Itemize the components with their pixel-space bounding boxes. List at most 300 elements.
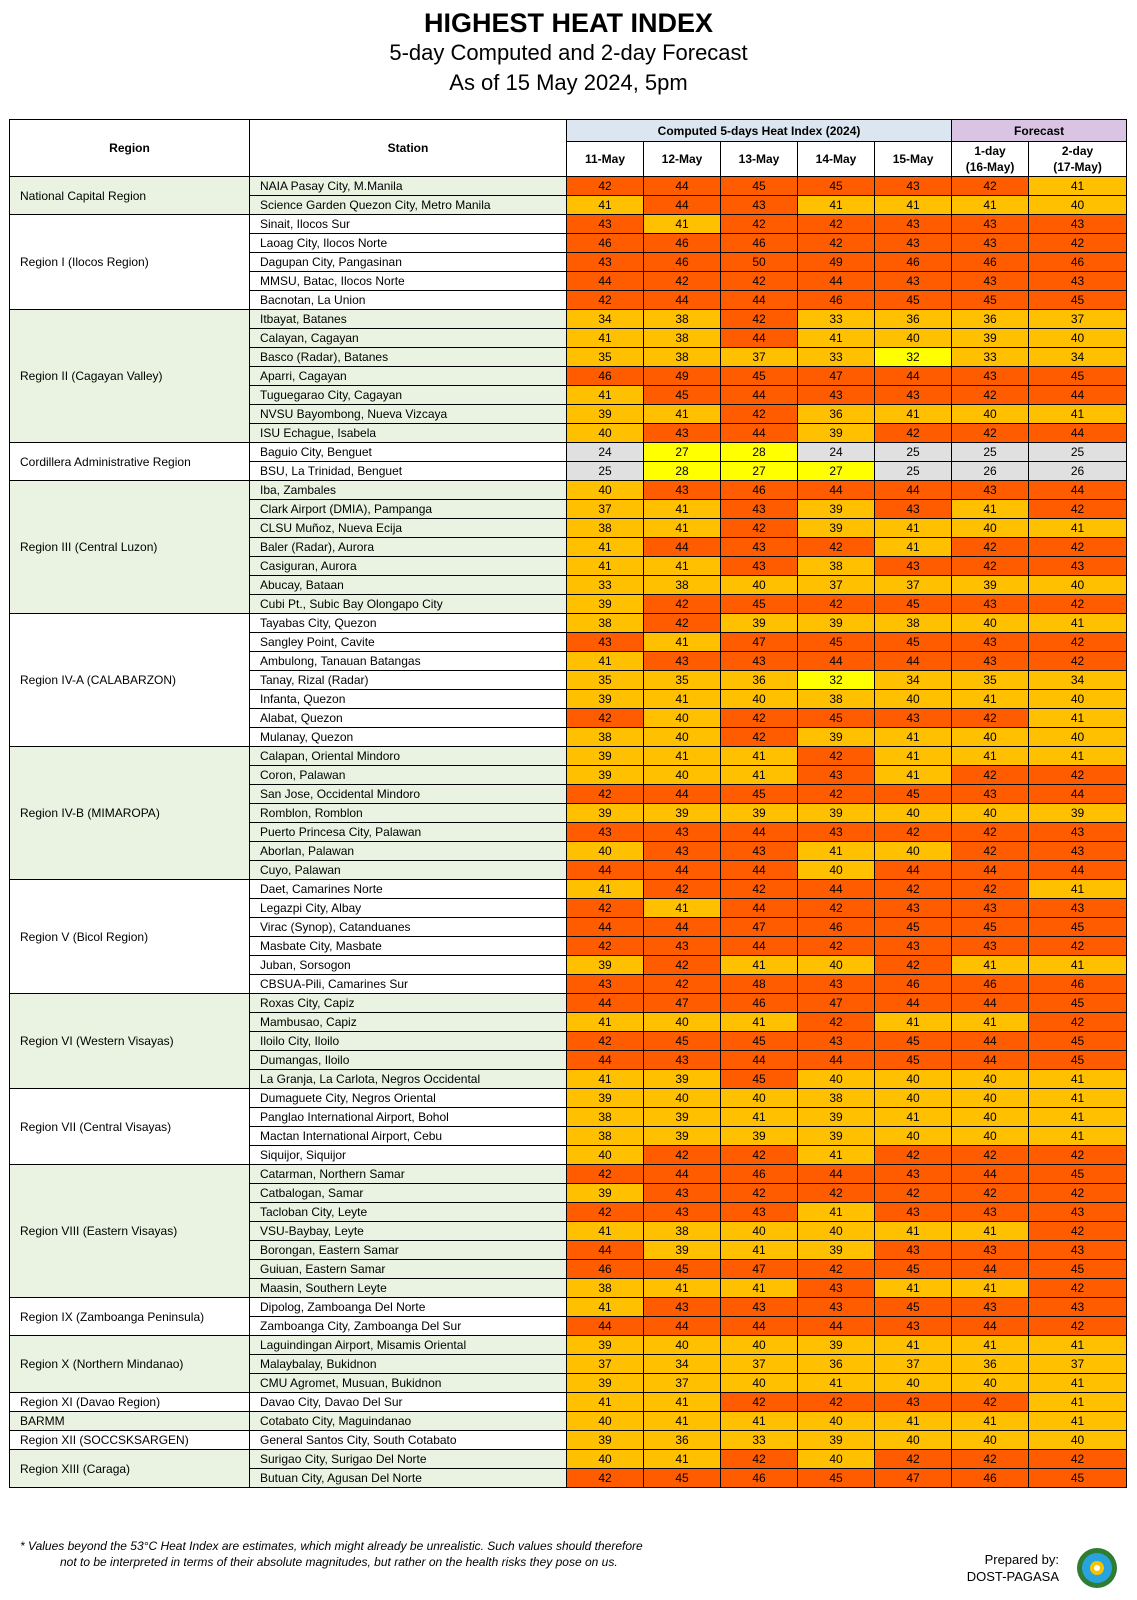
heat-index-value: 40 (1029, 329, 1127, 348)
heat-index-value: 42 (875, 1450, 952, 1469)
table-row (10, 310, 1127, 329)
table-row (10, 1412, 1127, 1431)
heat-index-value: 42 (644, 1146, 721, 1165)
heat-index-value: 43 (952, 1298, 1029, 1317)
heat-index-value: 41 (952, 1336, 1029, 1355)
heat-index-value: 28 (644, 462, 721, 481)
heat-index-value: 43 (721, 538, 798, 557)
heat-index-value: 45 (1029, 1469, 1127, 1488)
heat-index-value: 42 (952, 842, 1029, 861)
station-cell: CLSU Muñoz, Nueva Ecija (250, 519, 567, 538)
heat-index-value: 44 (721, 899, 798, 918)
heat-index-value: 43 (644, 823, 721, 842)
heat-index-value: 47 (798, 994, 875, 1013)
station-cell: Malaybalay, Bukidnon (250, 1355, 567, 1374)
heat-index-value: 43 (875, 899, 952, 918)
heat-index-value: 46 (721, 994, 798, 1013)
station-cell: Davao City, Davao Del Sur (250, 1393, 567, 1412)
prepared-by-label: Prepared by: (984, 1552, 1059, 1567)
heat-index-value: 44 (567, 272, 644, 291)
heat-index-value: 42 (567, 177, 644, 196)
heat-index-value: 40 (644, 709, 721, 728)
station-cell: Dagupan City, Pangasinan (250, 253, 567, 272)
heat-index-value: 41 (1029, 177, 1127, 196)
heat-index-value: 47 (644, 994, 721, 1013)
heat-index-value: 40 (952, 1089, 1029, 1108)
heat-index-value: 42 (1029, 1146, 1127, 1165)
footnote (20, 1538, 643, 1570)
heat-index-value: 39 (952, 329, 1029, 348)
heat-index-value: 47 (721, 1260, 798, 1279)
heat-index-value: 26 (1029, 462, 1127, 481)
heat-index-value: 40 (567, 424, 644, 443)
heat-index-value: 46 (721, 1469, 798, 1488)
heat-index-value: 43 (1029, 557, 1127, 576)
region-cell: Region II (Cagayan Valley) (10, 310, 250, 443)
heat-index-value: 28 (721, 443, 798, 462)
heat-index-value: 41 (1029, 1070, 1127, 1089)
heat-index-value: 42 (567, 1469, 644, 1488)
region-cell: Region IV-B (MIMAROPA) (10, 747, 250, 880)
heat-index-value: 44 (644, 785, 721, 804)
heat-index-value: 39 (644, 1108, 721, 1127)
station-cell: Laoag City, Ilocos Norte (250, 234, 567, 253)
heat-index-value: 43 (1029, 1203, 1127, 1222)
station-cell: Dumangas, Iloilo (250, 1051, 567, 1070)
forecast-day-header (1029, 142, 1127, 177)
table-row (10, 443, 1127, 462)
heat-index-value: 43 (952, 272, 1029, 291)
heat-index-value: 41 (567, 557, 644, 576)
heat-index-value: 46 (952, 253, 1029, 272)
table-row (10, 1298, 1127, 1317)
heat-index-value: 45 (721, 785, 798, 804)
heat-index-value: 41 (1029, 1127, 1127, 1146)
heat-index-value: 45 (875, 785, 952, 804)
station-cell: CBSUA-Pili, Camarines Sur (250, 975, 567, 994)
heat-index-value: 46 (1029, 975, 1127, 994)
heat-index-value: 41 (721, 1279, 798, 1298)
heat-index-value: 40 (875, 1127, 952, 1146)
station-cell: Mulanay, Quezon (250, 728, 567, 747)
station-cell: Cuyo, Palawan (250, 861, 567, 880)
heat-index-value: 42 (952, 709, 1029, 728)
heat-index-value: 43 (952, 367, 1029, 386)
station-cell: Iba, Zambales (250, 481, 567, 500)
heat-index-value: 46 (875, 253, 952, 272)
region-cell: Cordillera Administrative Region (10, 443, 250, 481)
heat-index-value: 42 (644, 975, 721, 994)
station-cell: Tuguegarao City, Cagayan (250, 386, 567, 405)
heat-index-value: 42 (721, 519, 798, 538)
heat-index-value: 41 (567, 1222, 644, 1241)
table-row (10, 1089, 1127, 1108)
heat-index-value: 38 (798, 690, 875, 709)
heat-index-value: 41 (567, 880, 644, 899)
heat-index-value: 41 (644, 405, 721, 424)
heat-index-value: 42 (798, 1260, 875, 1279)
heat-index-value: 42 (644, 880, 721, 899)
heat-index-value: 44 (1029, 481, 1127, 500)
heat-index-value: 46 (952, 1469, 1029, 1488)
heat-index-value: 41 (644, 1412, 721, 1431)
agency-name: DOST-PAGASA (966, 1569, 1059, 1584)
heat-index-value: 43 (567, 253, 644, 272)
heat-index-value: 43 (721, 557, 798, 576)
heat-index-value: 44 (798, 272, 875, 291)
heat-index-value: 39 (567, 1336, 644, 1355)
heat-index-value: 41 (567, 538, 644, 557)
heat-index-value: 41 (721, 747, 798, 766)
table-row (10, 747, 1127, 766)
heat-index-value: 44 (644, 538, 721, 557)
heat-index-value: 41 (567, 652, 644, 671)
heat-index-value: 43 (721, 842, 798, 861)
heat-index-value: 44 (952, 861, 1029, 880)
station-cell: Casiguran, Aurora (250, 557, 567, 576)
forecast-day-date: (16-May) (965, 160, 1015, 174)
heat-index-value: 42 (798, 215, 875, 234)
heat-index-value: 41 (567, 386, 644, 405)
heat-index-value: 42 (721, 405, 798, 424)
heat-index-value: 36 (952, 310, 1029, 329)
heat-index-value: 41 (567, 196, 644, 215)
heat-index-value: 47 (875, 1469, 952, 1488)
heat-index-value: 42 (875, 956, 952, 975)
heat-index-value: 42 (644, 595, 721, 614)
heat-index-value: 43 (721, 196, 798, 215)
table-row (10, 1336, 1127, 1355)
heat-index-value: 47 (798, 367, 875, 386)
heat-index-value: 34 (1029, 671, 1127, 690)
heat-index-value: 44 (567, 1051, 644, 1070)
heat-index-value: 39 (798, 614, 875, 633)
heat-index-value: 25 (875, 462, 952, 481)
heat-index-value: 44 (798, 481, 875, 500)
heat-index-value: 42 (567, 709, 644, 728)
heat-index-value: 39 (567, 690, 644, 709)
day-header: 12-May (644, 142, 721, 177)
heat-index-value: 42 (1029, 633, 1127, 652)
heat-index-value: 42 (644, 614, 721, 633)
heat-index-value: 41 (952, 1013, 1029, 1032)
heat-index-value: 42 (567, 937, 644, 956)
heat-index-value: 40 (875, 690, 952, 709)
heat-index-value: 39 (798, 1127, 875, 1146)
heat-index-table (9, 119, 1127, 1488)
heat-index-value: 38 (567, 519, 644, 538)
heat-index-value: 41 (875, 1279, 952, 1298)
heat-index-value: 35 (952, 671, 1029, 690)
heat-index-value: 38 (567, 1108, 644, 1127)
heat-index-value: 41 (644, 557, 721, 576)
heat-index-value: 42 (1029, 538, 1127, 557)
heat-index-value: 36 (798, 1355, 875, 1374)
heat-index-value: 44 (952, 994, 1029, 1013)
heat-index-value: 41 (952, 690, 1029, 709)
heat-index-value: 42 (1029, 500, 1127, 519)
heat-index-value: 37 (875, 1355, 952, 1374)
station-cell: Itbayat, Batanes (250, 310, 567, 329)
heat-index-value: 40 (644, 1336, 721, 1355)
heat-index-value: 40 (798, 1070, 875, 1089)
heat-index-value: 41 (875, 1013, 952, 1032)
heat-index-value: 43 (567, 975, 644, 994)
heat-index-value: 42 (644, 272, 721, 291)
heat-index-value: 40 (952, 1431, 1029, 1450)
region-cell: Region IX (Zamboanga Peninsula) (10, 1298, 250, 1336)
heat-index-value: 40 (875, 1374, 952, 1393)
heat-index-value: 40 (875, 1431, 952, 1450)
heat-index-value: 41 (644, 1450, 721, 1469)
heat-index-value: 42 (721, 215, 798, 234)
heat-index-value: 39 (567, 405, 644, 424)
footnote-line: not to be interpreted in terms of their absolute magnitudes, but rather on the health risks they pose on us. (60, 1555, 618, 1569)
heat-index-value: 37 (721, 1355, 798, 1374)
station-cell: Tanay, Rizal (Radar) (250, 671, 567, 690)
heat-index-value: 41 (1029, 614, 1127, 633)
heat-index-value: 44 (644, 861, 721, 880)
heat-index-value: 41 (644, 1393, 721, 1412)
heat-index-value: 41 (952, 500, 1029, 519)
station-cell: General Santos City, South Cotabato (250, 1431, 567, 1450)
heat-index-value: 42 (721, 709, 798, 728)
heat-index-value: 33 (798, 348, 875, 367)
heat-index-value: 35 (567, 348, 644, 367)
heat-index-value: 45 (1029, 1165, 1127, 1184)
heat-index-value: 45 (875, 1051, 952, 1070)
heat-index-value: 42 (952, 823, 1029, 842)
station-cell: Sangley Point, Cavite (250, 633, 567, 652)
heat-index-value: 41 (1029, 1336, 1127, 1355)
day-header: 15-May (875, 142, 952, 177)
table-row (10, 1431, 1127, 1450)
heat-index-value: 36 (875, 310, 952, 329)
heat-index-value: 44 (952, 1032, 1029, 1051)
heat-index-value: 44 (644, 291, 721, 310)
table-row (10, 614, 1127, 633)
heat-index-value: 45 (1029, 1032, 1127, 1051)
heat-index-value: 40 (721, 576, 798, 595)
heat-index-value: 41 (567, 1298, 644, 1317)
heat-index-value: 42 (952, 880, 1029, 899)
heat-index-value: 41 (721, 1108, 798, 1127)
station-cell: Coron, Palawan (250, 766, 567, 785)
heat-index-value: 41 (721, 766, 798, 785)
heat-index-value: 44 (875, 861, 952, 880)
heat-index-value: 40 (798, 1450, 875, 1469)
heat-index-value: 41 (644, 519, 721, 538)
heat-index-value: 40 (952, 1108, 1029, 1127)
heat-index-value: 45 (798, 177, 875, 196)
heat-index-value: 41 (721, 1013, 798, 1032)
heat-index-value: 40 (952, 1127, 1029, 1146)
heat-index-value: 43 (798, 1279, 875, 1298)
heat-index-value: 25 (567, 462, 644, 481)
heat-index-value: 37 (1029, 310, 1127, 329)
heat-index-value: 44 (721, 861, 798, 880)
heat-index-value: 32 (798, 671, 875, 690)
heat-index-value: 44 (721, 823, 798, 842)
station-cell: Alabat, Quezon (250, 709, 567, 728)
heat-index-value: 32 (875, 348, 952, 367)
station-cell: Bacnotan, La Union (250, 291, 567, 310)
heat-index-value: 48 (721, 975, 798, 994)
computed-group-header: Computed 5-days Heat Index (2024) (567, 120, 952, 142)
heat-index-value: 39 (644, 1070, 721, 1089)
heat-index-value: 45 (1029, 367, 1127, 386)
table-row (10, 994, 1127, 1013)
heat-index-value: 39 (798, 804, 875, 823)
heat-index-value: 44 (721, 424, 798, 443)
heat-index-value: 43 (952, 937, 1029, 956)
heat-index-value: 42 (798, 538, 875, 557)
heat-index-value: 38 (644, 329, 721, 348)
station-cell: Butuan City, Agusan Del Norte (250, 1469, 567, 1488)
heat-index-value: 41 (798, 329, 875, 348)
heat-index-value: 44 (567, 1241, 644, 1260)
heat-index-value: 36 (644, 1431, 721, 1450)
heat-index-value: 44 (644, 1317, 721, 1336)
forecast-day-header (952, 142, 1029, 177)
heat-index-value: 43 (721, 652, 798, 671)
heat-index-value: 44 (798, 652, 875, 671)
heat-index-value: 41 (721, 956, 798, 975)
heat-index-value: 41 (567, 1013, 644, 1032)
station-cell: Guiuan, Eastern Samar (250, 1260, 567, 1279)
heat-index-value: 41 (875, 1222, 952, 1241)
heat-index-value: 41 (798, 196, 875, 215)
heat-index-value: 40 (798, 861, 875, 880)
heat-index-value: 39 (721, 804, 798, 823)
heat-index-value: 42 (721, 1184, 798, 1203)
heat-index-value: 26 (952, 462, 1029, 481)
page-subtitle: 5-day Computed and 2-day Forecast (389, 40, 748, 65)
heat-index-value: 43 (567, 823, 644, 842)
heat-index-value: 41 (1029, 709, 1127, 728)
heat-index-value: 45 (1029, 1051, 1127, 1070)
heat-index-value: 44 (644, 196, 721, 215)
heat-index-value: 43 (1029, 215, 1127, 234)
heat-index-value: 40 (1029, 196, 1127, 215)
heat-index-value: 38 (798, 557, 875, 576)
heat-index-value: 45 (644, 386, 721, 405)
heat-index-value: 40 (1029, 576, 1127, 595)
heat-index-value: 42 (567, 785, 644, 804)
day-header: 14-May (798, 142, 875, 177)
station-cell: Laguindingan Airport, Misamis Oriental (250, 1336, 567, 1355)
heat-index-value: 43 (644, 842, 721, 861)
heat-index-value: 42 (798, 1393, 875, 1412)
station-cell: Dipolog, Zamboanga Del Norte (250, 1298, 567, 1317)
heat-index-value: 39 (721, 1127, 798, 1146)
heat-index-value: 43 (952, 899, 1029, 918)
heat-index-value: 27 (644, 443, 721, 462)
heat-index-value: 42 (1029, 595, 1127, 614)
heat-index-value: 42 (952, 424, 1029, 443)
station-cell: Masbate City, Masbate (250, 937, 567, 956)
heat-index-value: 43 (1029, 1241, 1127, 1260)
heat-index-value: 43 (952, 234, 1029, 253)
heat-index-value: 41 (875, 747, 952, 766)
heat-index-value: 40 (567, 1412, 644, 1431)
heat-index-value: 45 (952, 291, 1029, 310)
heat-index-value: 41 (875, 728, 952, 747)
heat-index-value: 44 (721, 1317, 798, 1336)
station-cell: Zamboanga City, Zamboanga Del Sur (250, 1317, 567, 1336)
station-cell: Puerto Princesa City, Palawan (250, 823, 567, 842)
heat-index-value: 40 (798, 1222, 875, 1241)
heat-index-value: 45 (875, 918, 952, 937)
heat-index-value: 43 (644, 937, 721, 956)
heat-index-value: 25 (1029, 443, 1127, 462)
heat-index-value: 40 (644, 1089, 721, 1108)
heat-index-value: 41 (875, 1412, 952, 1431)
station-cell: Siquijor, Siquijor (250, 1146, 567, 1165)
station-cell: Surigao City, Surigao Del Norte (250, 1450, 567, 1469)
heat-index-value: 44 (644, 177, 721, 196)
heat-index-value: 42 (1029, 1279, 1127, 1298)
station-cell: Science Garden Quezon City, Metro Manila (250, 196, 567, 215)
heat-index-value: 25 (875, 443, 952, 462)
heat-index-value: 42 (721, 1450, 798, 1469)
heat-index-value: 46 (952, 975, 1029, 994)
heat-index-value: 42 (798, 1184, 875, 1203)
heat-index-value: 46 (644, 253, 721, 272)
heat-index-value: 39 (721, 614, 798, 633)
heat-index-value: 38 (644, 310, 721, 329)
station-cell: Cubi Pt., Subic Bay Olongapo City (250, 595, 567, 614)
heat-index-value: 45 (875, 1260, 952, 1279)
heat-index-value: 43 (875, 557, 952, 576)
heat-index-value: 43 (644, 424, 721, 443)
station-cell: NAIA Pasay City, M.Manila (250, 177, 567, 196)
heat-index-value: 24 (798, 443, 875, 462)
heat-index-value: 24 (567, 443, 644, 462)
station-cell: Mambusao, Capiz (250, 1013, 567, 1032)
heat-index-value: 39 (567, 595, 644, 614)
heat-index-value: 44 (875, 481, 952, 500)
heat-index-value: 43 (952, 633, 1029, 652)
heat-index-value: 49 (644, 367, 721, 386)
station-cell: Panglao International Airport, Bohol (250, 1108, 567, 1127)
heat-index-value: 40 (875, 1070, 952, 1089)
heat-index-value: 45 (1029, 918, 1127, 937)
heat-index-value: 43 (798, 823, 875, 842)
heat-index-value: 42 (1029, 1222, 1127, 1241)
heat-index-value: 36 (721, 671, 798, 690)
heat-index-value: 40 (721, 690, 798, 709)
heat-index-value: 34 (567, 310, 644, 329)
heat-index-value: 41 (644, 747, 721, 766)
heat-index-value: 39 (1029, 804, 1127, 823)
heat-index-value: 44 (1029, 424, 1127, 443)
heat-index-value: 42 (721, 728, 798, 747)
table-row (10, 1450, 1127, 1469)
heat-index-value: 41 (875, 196, 952, 215)
heat-index-value: 42 (567, 1203, 644, 1222)
heat-index-value: 41 (1029, 1089, 1127, 1108)
heat-index-value: 46 (567, 367, 644, 386)
heat-index-value: 40 (721, 1089, 798, 1108)
heat-index-value: 45 (644, 1260, 721, 1279)
heat-index-value: 41 (952, 747, 1029, 766)
heat-index-value: 39 (567, 1431, 644, 1450)
heat-index-value: 47 (721, 633, 798, 652)
heat-index-value: 46 (721, 234, 798, 253)
heat-index-value: 45 (952, 918, 1029, 937)
heat-index-value: 41 (721, 1241, 798, 1260)
